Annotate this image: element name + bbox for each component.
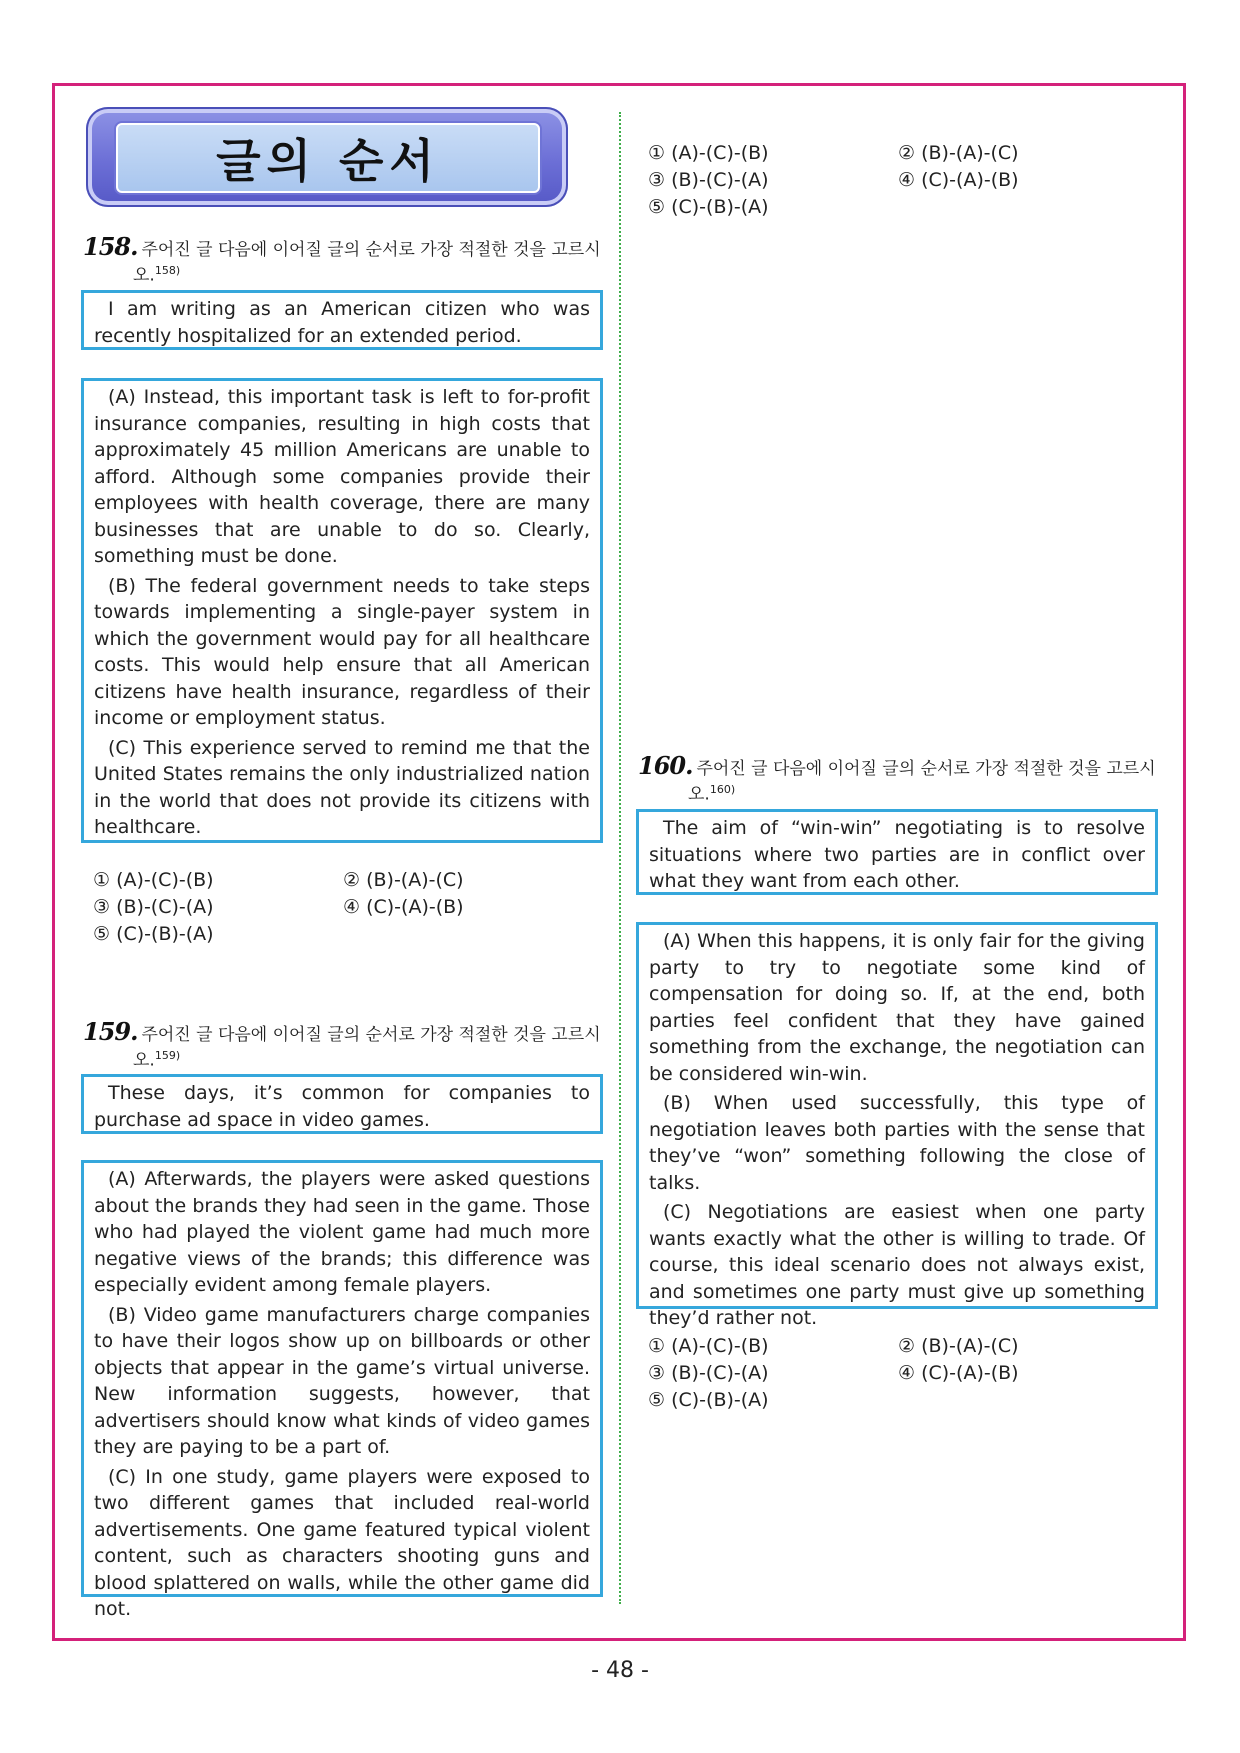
given-paragraph: These days, it’s common for companies to purchase ad space in video games. bbox=[94, 1082, 590, 1131]
passage-b: (B) When used successfully, this type of negotiation leaves both parties with the sense that they’ve “won” something following the close of talks. bbox=[649, 1092, 1145, 1194]
question-159-given-text bbox=[81, 1074, 603, 1134]
section-title: 글의 순서 bbox=[216, 134, 440, 188]
choice-4[interactable]: ④ (C)-(A)-(B) bbox=[343, 896, 464, 918]
question-159-choices bbox=[648, 140, 1148, 221]
section-title-panel bbox=[116, 123, 540, 193]
footnote-marker: 158) bbox=[154, 264, 181, 277]
question-158-header bbox=[83, 232, 603, 286]
passage-c: (C) In one study, game players were exposed to two different games that included real-world advertisements. One game featured typical violent content, such as characters shooting guns and blood splattered on walls, while the other game did not. bbox=[94, 1465, 590, 1620]
question-prompt: 주어진 글 다음에 이어질 글의 순서로 가장 적절한 것을 고르시 bbox=[141, 1025, 601, 1045]
choice-2[interactable]: ② (B)-(A)-(C) bbox=[898, 142, 1019, 164]
page-number: - 48 - bbox=[591, 1658, 649, 1683]
question-prompt-line2: 오.$^{158)}$ bbox=[133, 264, 181, 286]
choice-3[interactable]: ③ (B)-(C)-(A) bbox=[93, 896, 214, 918]
passage-b: (B) The federal government needs to take steps towards implementing a single-payer system in which the government would pay for all healthcare costs. This would help ensure that all American citizens have health insurance, regardless of their income or employment status. bbox=[94, 574, 590, 729]
question-number: 158. bbox=[83, 232, 138, 261]
passage-b: (B) Video game manufacturers charge companies to have their logos show up on billboards or other objects that appear in the game’s virtual universe. New information suggests, however, that advertisers should know what kinds of video games they are paying to be a part of. bbox=[94, 1303, 590, 1458]
question-prompt-line2: 오.$^{159)}$ bbox=[133, 1049, 181, 1071]
question-158-choices bbox=[93, 867, 593, 948]
choice-3[interactable]: ③ (B)-(C)-(A) bbox=[648, 1362, 769, 1384]
given-paragraph: I am writing as an American citizen who was recently hospitalized for an extended period. bbox=[94, 298, 590, 347]
question-160-header bbox=[638, 751, 1158, 805]
given-paragraph: The aim of “win-win” negotiating is to resolve situations where two parties are in conflict over what they want from each other. bbox=[649, 817, 1145, 892]
question-160-given-text bbox=[636, 809, 1158, 895]
choice-1[interactable]: ① (A)-(C)-(B) bbox=[648, 1335, 769, 1357]
passage-c: (C) This experience served to remind me that the United States remains the only industrialized nation in the world that does not provide its citizens with healthcare. bbox=[94, 736, 590, 838]
passage-a: (A) When this happens, it is only fair for the giving party to try to negotiate some kind of compensation for doing so. If, at the end, both parties feel confident that they have gained something from the exchange, the negotiation can be considered win-win. bbox=[649, 930, 1145, 1085]
choice-3[interactable]: ③ (B)-(C)-(A) bbox=[648, 169, 769, 191]
passage-c: (C) Negotiations are easiest when one party wants exactly what the other is willing to trade. Of course, this ideal scenario does not always exist, and sometimes one party must give up something they’d rather not. bbox=[649, 1201, 1145, 1329]
footnote-marker: 159) bbox=[154, 1049, 181, 1062]
footnote-marker: 160) bbox=[709, 783, 736, 796]
question-160-choices bbox=[648, 1333, 1148, 1414]
question-158-given-text bbox=[81, 290, 603, 350]
passage-a: (A) Afterwards, the players were asked questions about the brands they had seen in the game. Those who had played the violent game had much more negative views of the brands; this difference was especially evident among female players. bbox=[94, 1168, 590, 1296]
choice-5[interactable]: ⑤ (C)-(B)-(A) bbox=[648, 1389, 769, 1411]
choice-5[interactable]: ⑤ (C)-(B)-(A) bbox=[648, 196, 769, 218]
question-number: 160. bbox=[638, 751, 693, 780]
choice-1[interactable]: ① (A)-(C)-(B) bbox=[648, 142, 769, 164]
passage-a: (A) Instead, this important task is left to for-profit insurance companies, resulting in high costs that approximately 45 million Americans are unable to afford. Although some companies provide their employees with health coverage, there are many businesses that are unable to do so. Clearly, something must be done. bbox=[94, 386, 590, 567]
choice-2[interactable]: ② (B)-(A)-(C) bbox=[343, 869, 464, 891]
choice-1[interactable]: ① (A)-(C)-(B) bbox=[93, 869, 214, 891]
question-159-header bbox=[83, 1017, 603, 1071]
question-prompt-line2: 오.$^{160)}$ bbox=[688, 783, 736, 805]
choice-4[interactable]: ④ (C)-(A)-(B) bbox=[898, 1362, 1019, 1384]
question-prompt: 주어진 글 다음에 이어질 글의 순서로 가장 적절한 것을 고르시 bbox=[141, 240, 601, 260]
question-158-passages bbox=[81, 378, 603, 843]
question-160-passages bbox=[636, 922, 1158, 1329]
column-divider bbox=[619, 112, 621, 1604]
choice-2[interactable]: ② (B)-(A)-(C) bbox=[898, 1335, 1019, 1357]
choice-5[interactable]: ⑤ (C)-(B)-(A) bbox=[93, 923, 214, 945]
question-number: 159. bbox=[83, 1017, 138, 1046]
section-title-badge bbox=[86, 107, 568, 207]
question-prompt: 주어진 글 다음에 이어질 글의 순서로 가장 적절한 것을 고르시 bbox=[696, 759, 1156, 779]
choice-4[interactable]: ④ (C)-(A)-(B) bbox=[898, 169, 1019, 191]
question-159-passages bbox=[81, 1160, 603, 1620]
